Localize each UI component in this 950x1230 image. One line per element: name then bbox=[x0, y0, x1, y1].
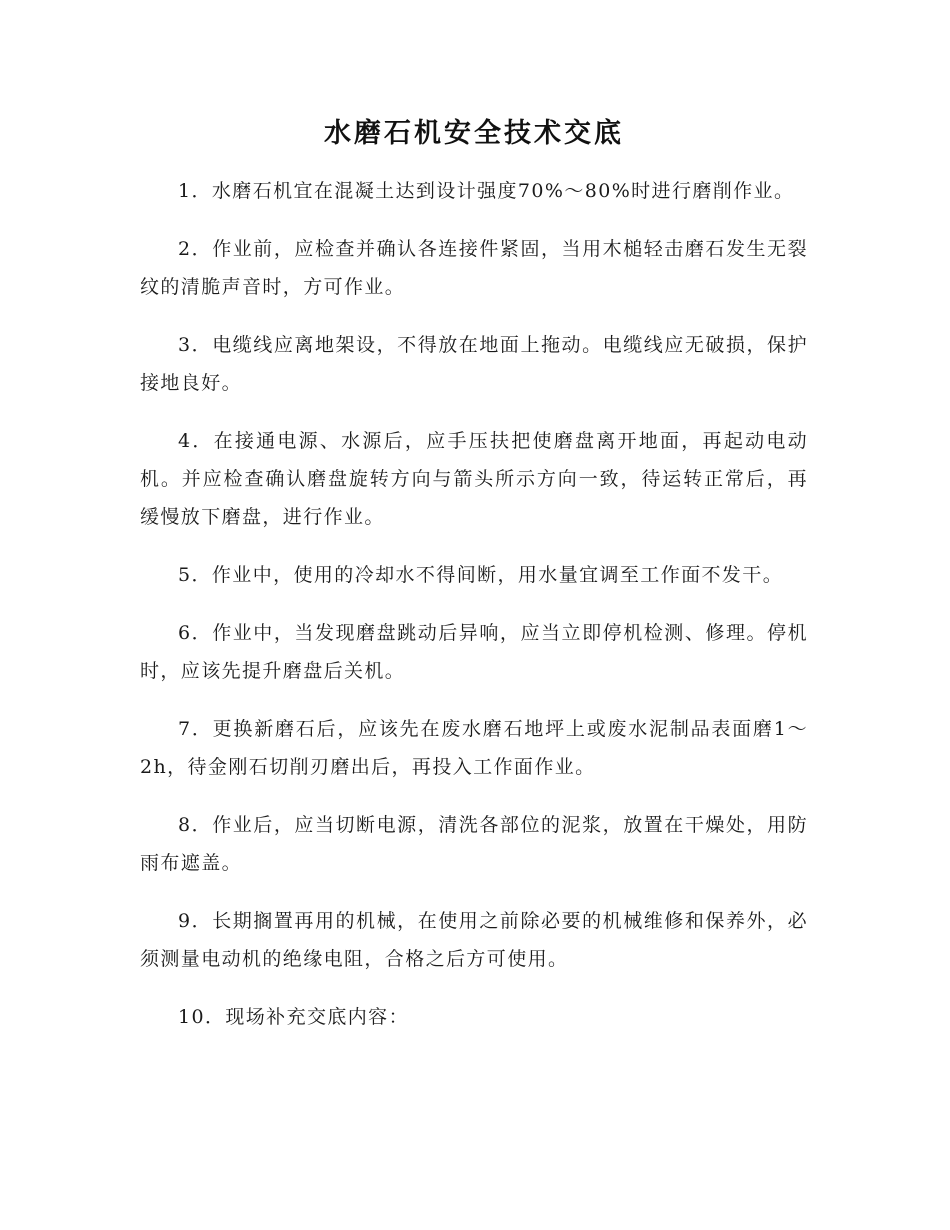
document-body bbox=[140, 108, 808, 1056]
paragraph-6: 6．作业中，当发现磨盘跳动后异响，应当立即停机检测、修理。停机时，应该先提升磨盘后关机。 bbox=[140, 622, 808, 682]
paragraph-5: 5．作业中，使用的冷却水不得间断，用水量宜调至工作面不发干。 bbox=[178, 564, 784, 586]
paragraph-3: 3．电缆线应离地架设，不得放在地面上拖动。电缆线应无破损，保护接地良好。 bbox=[140, 334, 808, 394]
paragraph-2: 2．作业前，应检查并确认各连接件紧固，当用木槌轻击磨石发生无裂纹的清脆声音时，方可作业。 bbox=[140, 238, 808, 298]
paragraph-4: 4．在接通电源、水源后，应手压扶把使磨盘离开地面，再起动电动机。并应检查确认磨盘旋转方向与箭头所示方向一致，待运转正常后，再缓慢放下磨盘，进行作业。 bbox=[140, 430, 808, 528]
paragraph-10: 10．现场补充交底内容： bbox=[178, 1006, 409, 1028]
paragraph-7: 7．更换新磨石后，应该先在废水磨石地坪上或废水泥制品表面磨1～2h，待金刚石切削刃磨出后，再投入工作面作业。 bbox=[140, 718, 808, 778]
paragraph-9: 9．长期搁置再用的机械，在使用之前除必要的机械维修和保养外，必须测量电动机的绝缘电阻，合格之后方可使用。 bbox=[140, 910, 808, 970]
paragraph-1: 1．水磨石机宜在混凝土达到设计强度70%～80%时进行磨削作业。 bbox=[178, 180, 795, 202]
page-title: 水磨石机安全技术交底 bbox=[324, 118, 624, 149]
paragraph-8: 8．作业后，应当切断电源，清洗各部位的泥浆，放置在干燥处，用防雨布遮盖。 bbox=[140, 814, 808, 874]
